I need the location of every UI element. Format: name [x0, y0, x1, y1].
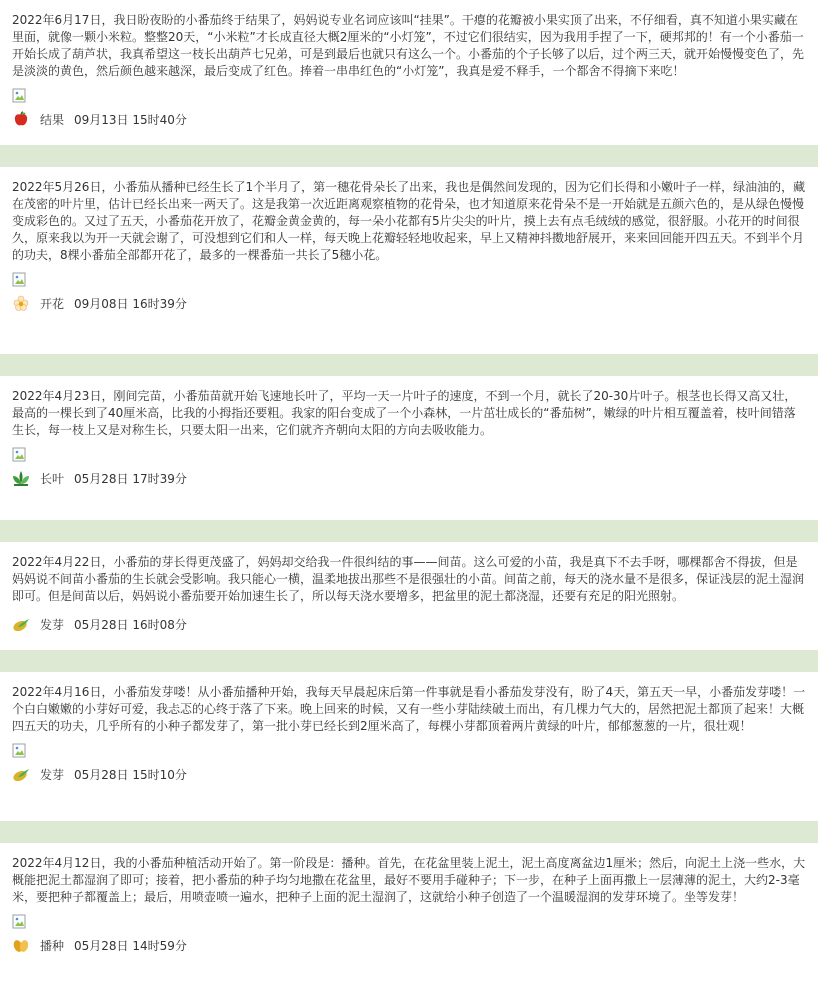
diary-entry — [0, 843, 818, 987]
broken-image-icon[interactable] — [12, 447, 28, 463]
diary-entry — [0, 672, 818, 821]
entry-timestamp: 09月08日 16时39分 — [74, 296, 187, 311]
diary-entry — [0, 376, 818, 520]
entry-meta — [12, 292, 806, 314]
sprout-seed-icon — [12, 765, 30, 783]
broken-image-icon[interactable] — [12, 914, 28, 930]
stage-label: 结果 — [40, 112, 65, 127]
entry-text: 2022年4月12日，我的小番茄种植活动开始了。第一阶段是：播种。首先，在花盆里装上泥土，泥土高度离盆边1厘米；然后，向泥土上浇一些水，大概能把泥土都湿润了即可；接着，把小番茄的种子均匀地撒在花盆里，最好不要用手碰种子；下一步，在种子上面再撒上一层薄薄的泥土，大约2-3毫米，要把种子都覆盖上；最后，用喷壶喷一遍水，把种子上面的泥土湿润了，这就给小种子创造了一个温暖湿润的发芽环境了。坐等发芽！ — [12, 856, 806, 904]
broken-image-icon[interactable] — [12, 272, 28, 288]
diary-entry — [0, 167, 818, 354]
stage-label: 长叶 — [40, 471, 65, 486]
stage-label: 开花 — [40, 296, 65, 311]
entry-meta — [12, 108, 806, 130]
entry-separator — [0, 821, 818, 843]
stage-label: 发芽 — [40, 767, 65, 782]
entry-text: 2022年4月23日，刚间完苗，小番茄苗就开始飞速地长叶了，平均一天一片叶子的速度，不到一个月，就长了20-30片叶子。根茎也长得又高又壮，最高的一棵长到了40厘米高，比我的小拇指还要粗。我家的阳台变成了一个小森林，一片茁壮成长的“番茄树”，嫩绿的叶片相互覆盖着，枝叶间错落生长，每一枝上又是对称生长，只要太阳一出来，它们就齐齐朝向太阳的方向去吸收能力。 — [12, 389, 797, 437]
stage-label: 播种 — [40, 938, 65, 953]
entry-timestamp: 09月13日 15时40分 — [74, 112, 187, 127]
entry-separator — [0, 145, 818, 167]
diary-entry — [0, 542, 818, 650]
entry-separator — [0, 520, 818, 542]
entry-meta — [12, 613, 806, 635]
entry-text: 2022年5月26日，小番茄从播种已经生长了1个半月了，第一穗花骨朵长了出来，我也是偶然间发现的，因为它们长得和小嫩叶子一样，绿油油的，藏在茂密的叶片里，估计已经长出来一两天了。这是我第一次近距离观察植物的花骨朵，也才知道原来花骨朵不是一开始就是五颜六色的，是从绿色慢慢变成彩色的。又过了五天，小番茄花开放了，花瓣金黄金黄的，每一朵小花都有5片尖尖的叶片，摸上去有点毛绒绒的感觉，很舒服。小花开的时间很久，原来我以为开一天就会谢了，可没想到它们和人一样，每天晚上花瓣轻轻地收起来，早上又精神抖擞地舒展开，来来回回能开四五天。不到半个月的功夫，8棵小番茄全部都开花了，最多的一棵番茄一共长了5穗小花。 — [12, 180, 806, 262]
entry-timestamp: 05月28日 16时08分 — [74, 617, 187, 632]
seeds-icon — [12, 936, 30, 954]
entry-timestamp: 05月28日 17时39分 — [74, 471, 187, 486]
entry-timestamp: 05月28日 14时59分 — [74, 938, 187, 953]
entry-separator — [0, 650, 818, 672]
entry-text: 2022年4月22日，小番茄的芽长得更茂盛了，妈妈却交给我一件很纠结的事——间苗。这么可爱的小苗，我是真下不去手呀，哪棵都舍不得拔，但是妈妈说不间苗小番茄的生长就会受影响。我只能心一横，温柔地拔出那些不是很强壮的小苗。间苗之前，每天的浇水量不是很多，保证浅层的泥土湿润即可。但是间苗以后，妈妈说小番茄要开始加速生长了，所以每天浇水要增多，把盆里的泥土都浇湿，还要有充足的阳光照射。 — [12, 555, 805, 603]
flower-icon — [12, 294, 30, 312]
entry-separator — [0, 354, 818, 376]
entry-meta — [12, 934, 806, 956]
diary-entry — [0, 0, 818, 145]
entry-text: 2022年6月17日，我日盼夜盼的小番茄终于结果了，妈妈说专业名词应该叫“挂果”。干瘪的花瓣被小果实顶了出来，不仔细看，真不知道小果实藏在里面，就像一颗小米粒。整整20天，“小米粒”才长成直径大概2厘米的“小灯笼”，不过它们很结实，因为我用手捏了一下，硬邦邦的！有一个小番茄一开始长成了葫芦状，我真希望这一枝长出葫芦七兄弟，可是到最后也就只有这么一个。小番茄的个子长够了以后，过个两三天，就开始慢慢变色了，先是淡淡的黄色，然后颜色越来越深，最后变成了红色。捧着一串串红色的“小灯笼”，我真是爱不释手，一个都舍不得摘下来吃！ — [12, 13, 805, 78]
entry-meta — [12, 763, 806, 785]
broken-image-icon[interactable] — [12, 88, 28, 104]
leaves-icon — [12, 469, 30, 487]
broken-image-icon[interactable] — [12, 743, 28, 759]
entry-timestamp: 05月28日 15时10分 — [74, 767, 187, 782]
stage-label: 发芽 — [40, 617, 65, 632]
entry-text: 2022年4月16日，小番茄发芽喽！从小番茄播种开始，我每天早晨起床后第一件事就是看小番茄发芽没有，盼了4天，第五天一早，小番茄发芽喽！一个白白嫩嫩的小芽好可爱，我忐忑的心终于落了下来。晚上回来的时候，又有一些小芽陆续破土而出，有几棵力气大的，居然把泥土都顶了起来！大概四五天的功夫，几乎所有的小种子都发芽了，第一批小芽已经长到2厘米高了，每棵小芽都顶着两片黄绿的叶片，郁郁葱葱的一片，很壮观！ — [12, 685, 806, 733]
apple-icon — [12, 110, 30, 128]
entry-meta — [12, 467, 806, 489]
sprout-seed-icon — [12, 615, 30, 633]
